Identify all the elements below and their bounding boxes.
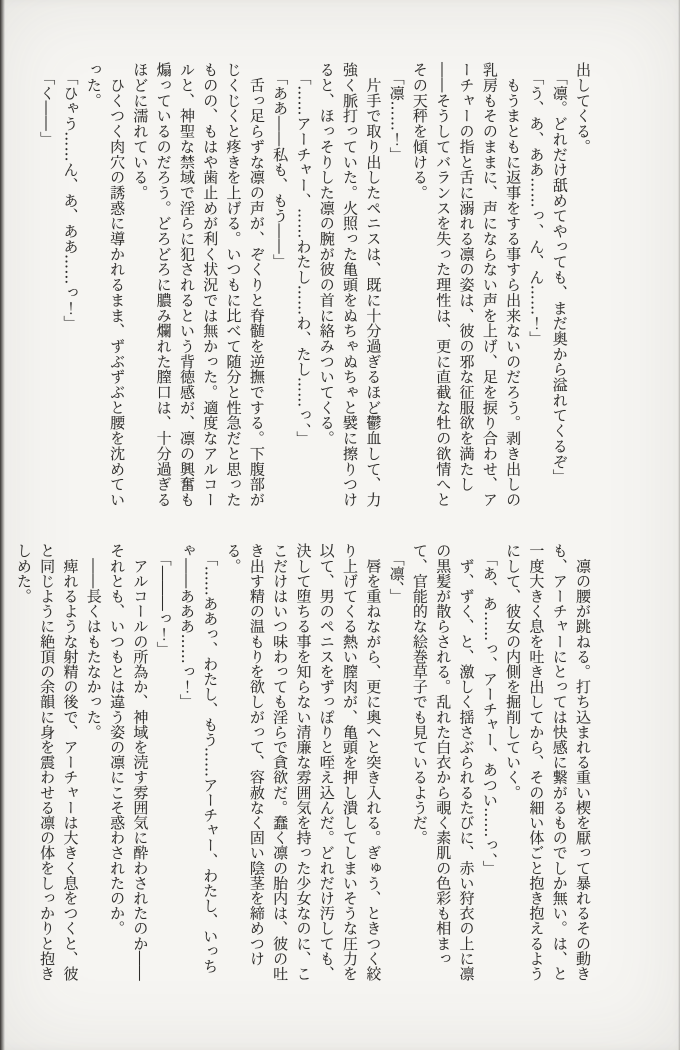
paragraph: 片手で取り出したペニスは、既に十分過ぎるほど鬱血して、力強く脈打っていた。火照った亀頭をぬちゃぬちゃと襞に擦りつけると、ほっそりした凛の腕が彼の首に絡みついてくる。: [317, 62, 383, 508]
paragraph: アルコールの所為か、神域を涜す雰囲気に酔わされたのか――それとも、いつもとは違う姿の凛にこそ惑わされたのか。: [108, 543, 150, 981]
paragraph-dialogue: 「凛……！」: [387, 62, 406, 162]
paragraph-dialogue: 「……アーチャー、……わたし……わ、たし……っ、」: [294, 62, 313, 447]
text-block-bottom: [12, 543, 594, 983]
paragraph: 出してくる。: [574, 62, 592, 155]
paragraph: ――長くはもたなかった。: [84, 543, 103, 740]
paragraph-dialogue: 「凛、」: [387, 543, 406, 604]
paragraph-dialogue: 「ああ――私も、もう――」: [271, 62, 290, 270]
paragraph-dialogue: 「……ああっ、わたし、もう……アーチャー、わたし、いっちゃ――あああ……っ！」: [177, 543, 220, 974]
paragraph: 舌っ足らずな凛の声が、ぞくりと脊髄を逆撫でする。下腹部がじくじくと疼きを上げる。いつもに比べて随分と性急だと思ったものの、もはや歯止めが利く状況では無かった。適度なアルコールと、神聖な禁域で淫らに犯されるという背徳感が、凛の興奮も煽っているのだろう。どろどろに膿み爛れた膣口は、十分過ぎるほどに濡れている。: [131, 62, 266, 508]
paragraph-dialogue: 「凛。どれだけ舐めてやっても、まだ奥から溢れてくるぞ」: [550, 62, 569, 485]
text-block-top: [35, 62, 594, 514]
paragraph-dialogue: 「う、あ、ああ……っ、ん、ん……！」: [527, 62, 546, 347]
paragraph: 凛の腰が跳ねる。打ち込まれる重い楔を厭って暴れるその動きも、アーチャーにとっては快感に繋がるものでしか無い。は、と一度大きく息を吐き出してから、その細い体ごと抱き抱えるようにして、彼女の内側を掘削していく。: [504, 543, 592, 981]
scan-edge-shadow-left: [0, 0, 5, 1050]
paragraph-dialogue: 「―――っ！」: [154, 543, 173, 657]
paragraph-dialogue: 「あ、あ……っ、アーチャー、あつい……っ、」: [480, 543, 499, 876]
paragraph: ず、ずく、と、激しく揺さぶられるたびに、赤い狩衣の上に凛の黒髪が散らされる。乱れた白衣から覗く素肌の色彩も相まって、官能的な絵巻草子でも見ているようだ。: [410, 543, 476, 981]
paragraph: ひくつく肉穴の誘惑に導かれるまま、ずぶずぶと腰を沈めていった。: [84, 62, 127, 508]
paragraph: 痺れるような射精の後で、アーチャーは大きく息をつくと、彼と同じように絶頂の余韻に身を震わせる凛の体をしっかりと抱きしめた。: [14, 543, 80, 981]
paragraph: 唇を重ねながら、更に奥へと突き入れる。ぎゅう、ときつく絞り上げてくる熱い膣肉が、亀頭を押し潰してしまいそうな圧力を以て、男のペニスをずっぽりと咥え込んだ。どれだけ汚しても、決して堕ちる事を知らない清廉な雰囲気を持った少女なのに、ここだけはいつ味わっても淫らで貪欲だ。蠢く凛の胎内は、彼の吐き出す精の温もりを欲しがって、容赦なく固い陰茎を締めつける。: [224, 543, 383, 981]
paragraph: もうまともに返事をする事すら出来ないのだろう。剥き出しの乳房もそのままに、声にならない声を上げ、足を捩り合わせ、アーチャーの指と舌に溺れる凛の姿は、彼の邪な征服欲を満たし――そうしてバランスを失った理性は、更に直截な牡の欲情へとその天秤を傾ける。: [410, 62, 523, 508]
paragraph-dialogue: 「く――」: [38, 62, 57, 147]
paragraph-dialogue: 「ひゃう……ん、あ、ああ……っ！」: [61, 62, 80, 331]
